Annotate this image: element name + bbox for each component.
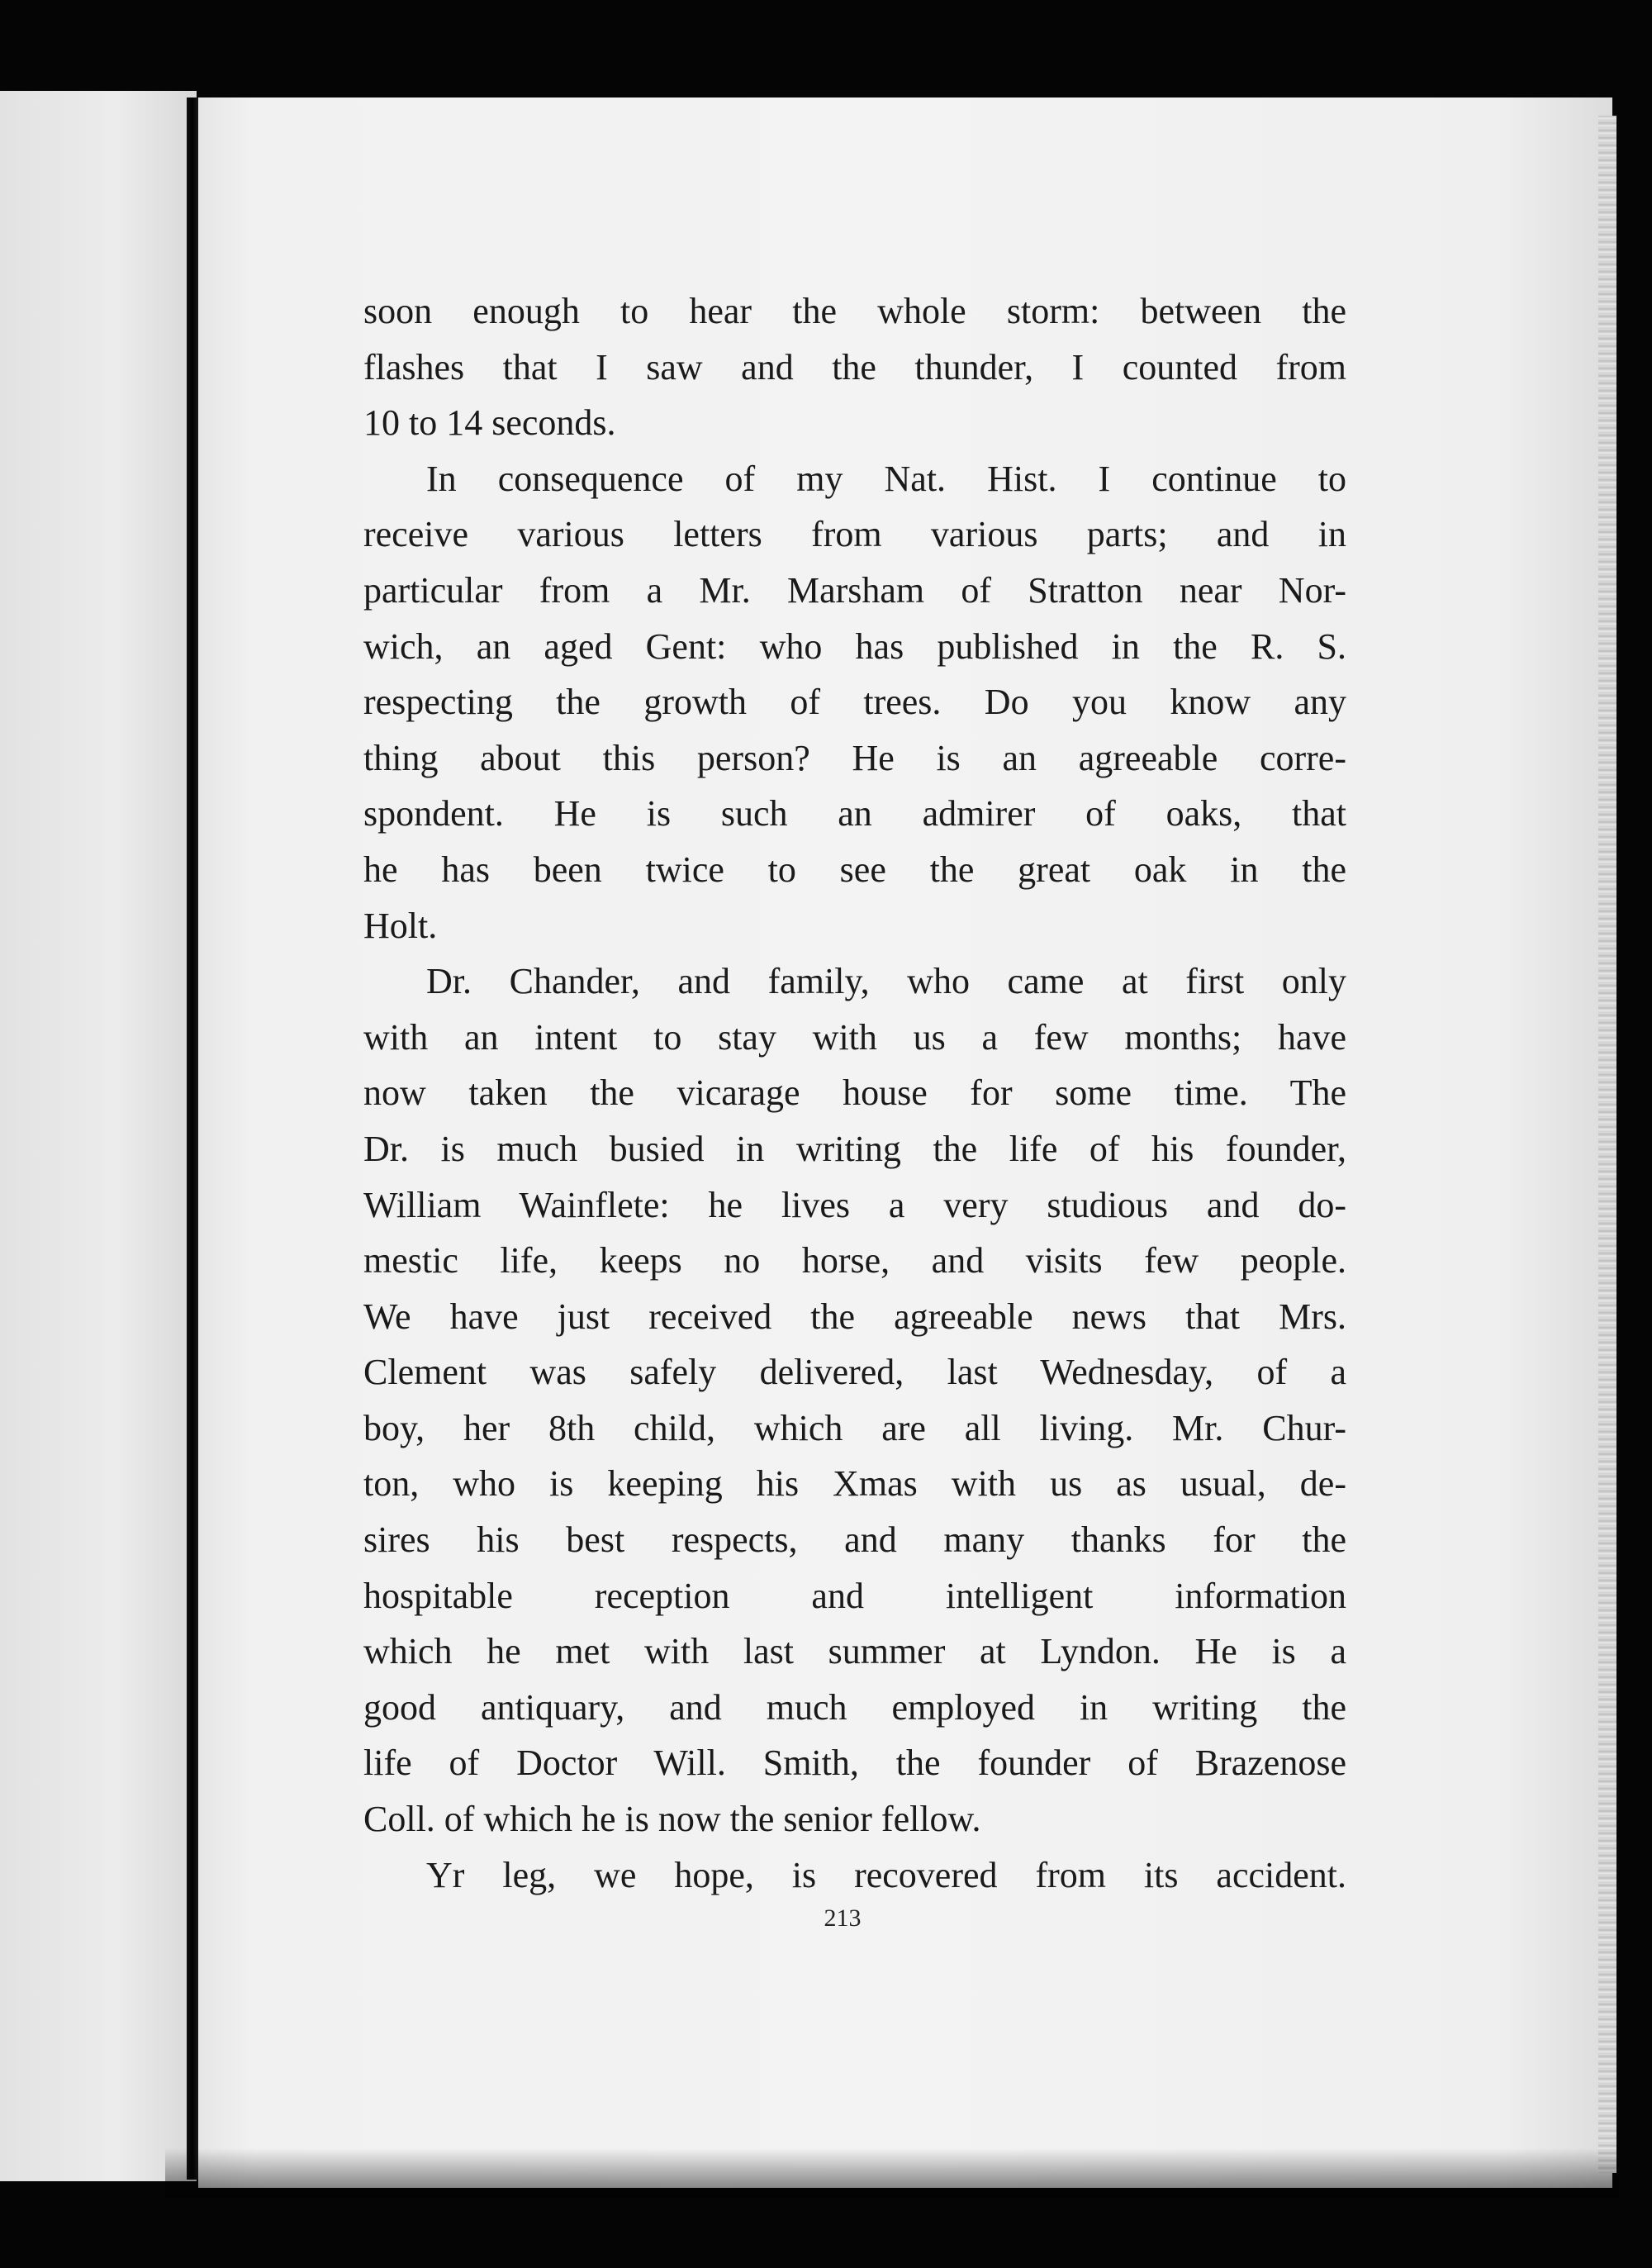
text-line: respecting the growth of trees. Do you know any [363,682,1346,723]
text-line: ton, who is keeping his Xmas with us as usual, de- [363,1463,1346,1505]
text-line: mestic life, keeps no horse, and visits few people. [363,1240,1346,1281]
text-line: Yr leg, we hope, is recovered from its accident. [426,1854,1346,1895]
text-line: 10 to 14 seconds. [363,402,616,444]
text-line: Holt. [363,905,438,946]
text-line: good antiquary, and much employed in writing the [363,1686,1346,1728]
text-line: now taken the vicarage house for some time. The [363,1072,1346,1114]
text-line: life of Doctor Will. Smith, the founder of Brazenose [363,1743,1346,1784]
text-line: which he met with last summer at Lyndon. He is a [363,1631,1346,1672]
body-text [363,283,1346,1903]
text-line: We have just received the agreeable news that Mrs. [363,1296,1346,1337]
page-stack-edge [1598,116,1616,2173]
text-line: boy, her 8th child, which are all living. Mr. Chur- [363,1407,1346,1448]
text-line: flashes that I saw and the thunder, I counted from [363,346,1346,388]
text-line: Coll. of which he is now the senior fellow. [363,1799,981,1840]
text-line: with an intent to stay with us a few months; have [363,1016,1346,1058]
text-line: spondent. He is such an admirer of oaks, that [363,793,1346,834]
text-line: In consequence of my Nat. Hist. I continue to [426,458,1346,499]
text-line: Dr. Chander, and family, who came at first only [426,961,1346,1002]
text-line: Clement was safely delivered, last Wednesday, of a [363,1352,1346,1393]
text-line: sires his best respects, and many thanks for the [363,1519,1346,1561]
book-gutter [187,97,198,2180]
text-line: wich, an aged Gent: who has published in the R. S. [363,625,1346,667]
text-line: Dr. is much busied in writing the life of his founder, [363,1128,1346,1169]
text-line: particular from a Mr. Marsham of Stratton near Nor- [363,569,1346,611]
text-line: thing about this person? He is an agreeable corre- [363,737,1346,778]
left-page-edge [0,91,197,2181]
text-line: hospitable reception and intelligent information [363,1575,1346,1616]
text-line: soon enough to hear the whole storm: between the [363,291,1346,331]
text-line: William Wainflete: he lives a very studious and do- [363,1184,1346,1225]
bottom-shadow [165,2148,1619,2198]
page-number: 213 [824,1904,862,1932]
text-line: receive various letters from various parts; and in [363,514,1346,555]
text-line: he has been twice to see the great oak in the [363,849,1346,890]
